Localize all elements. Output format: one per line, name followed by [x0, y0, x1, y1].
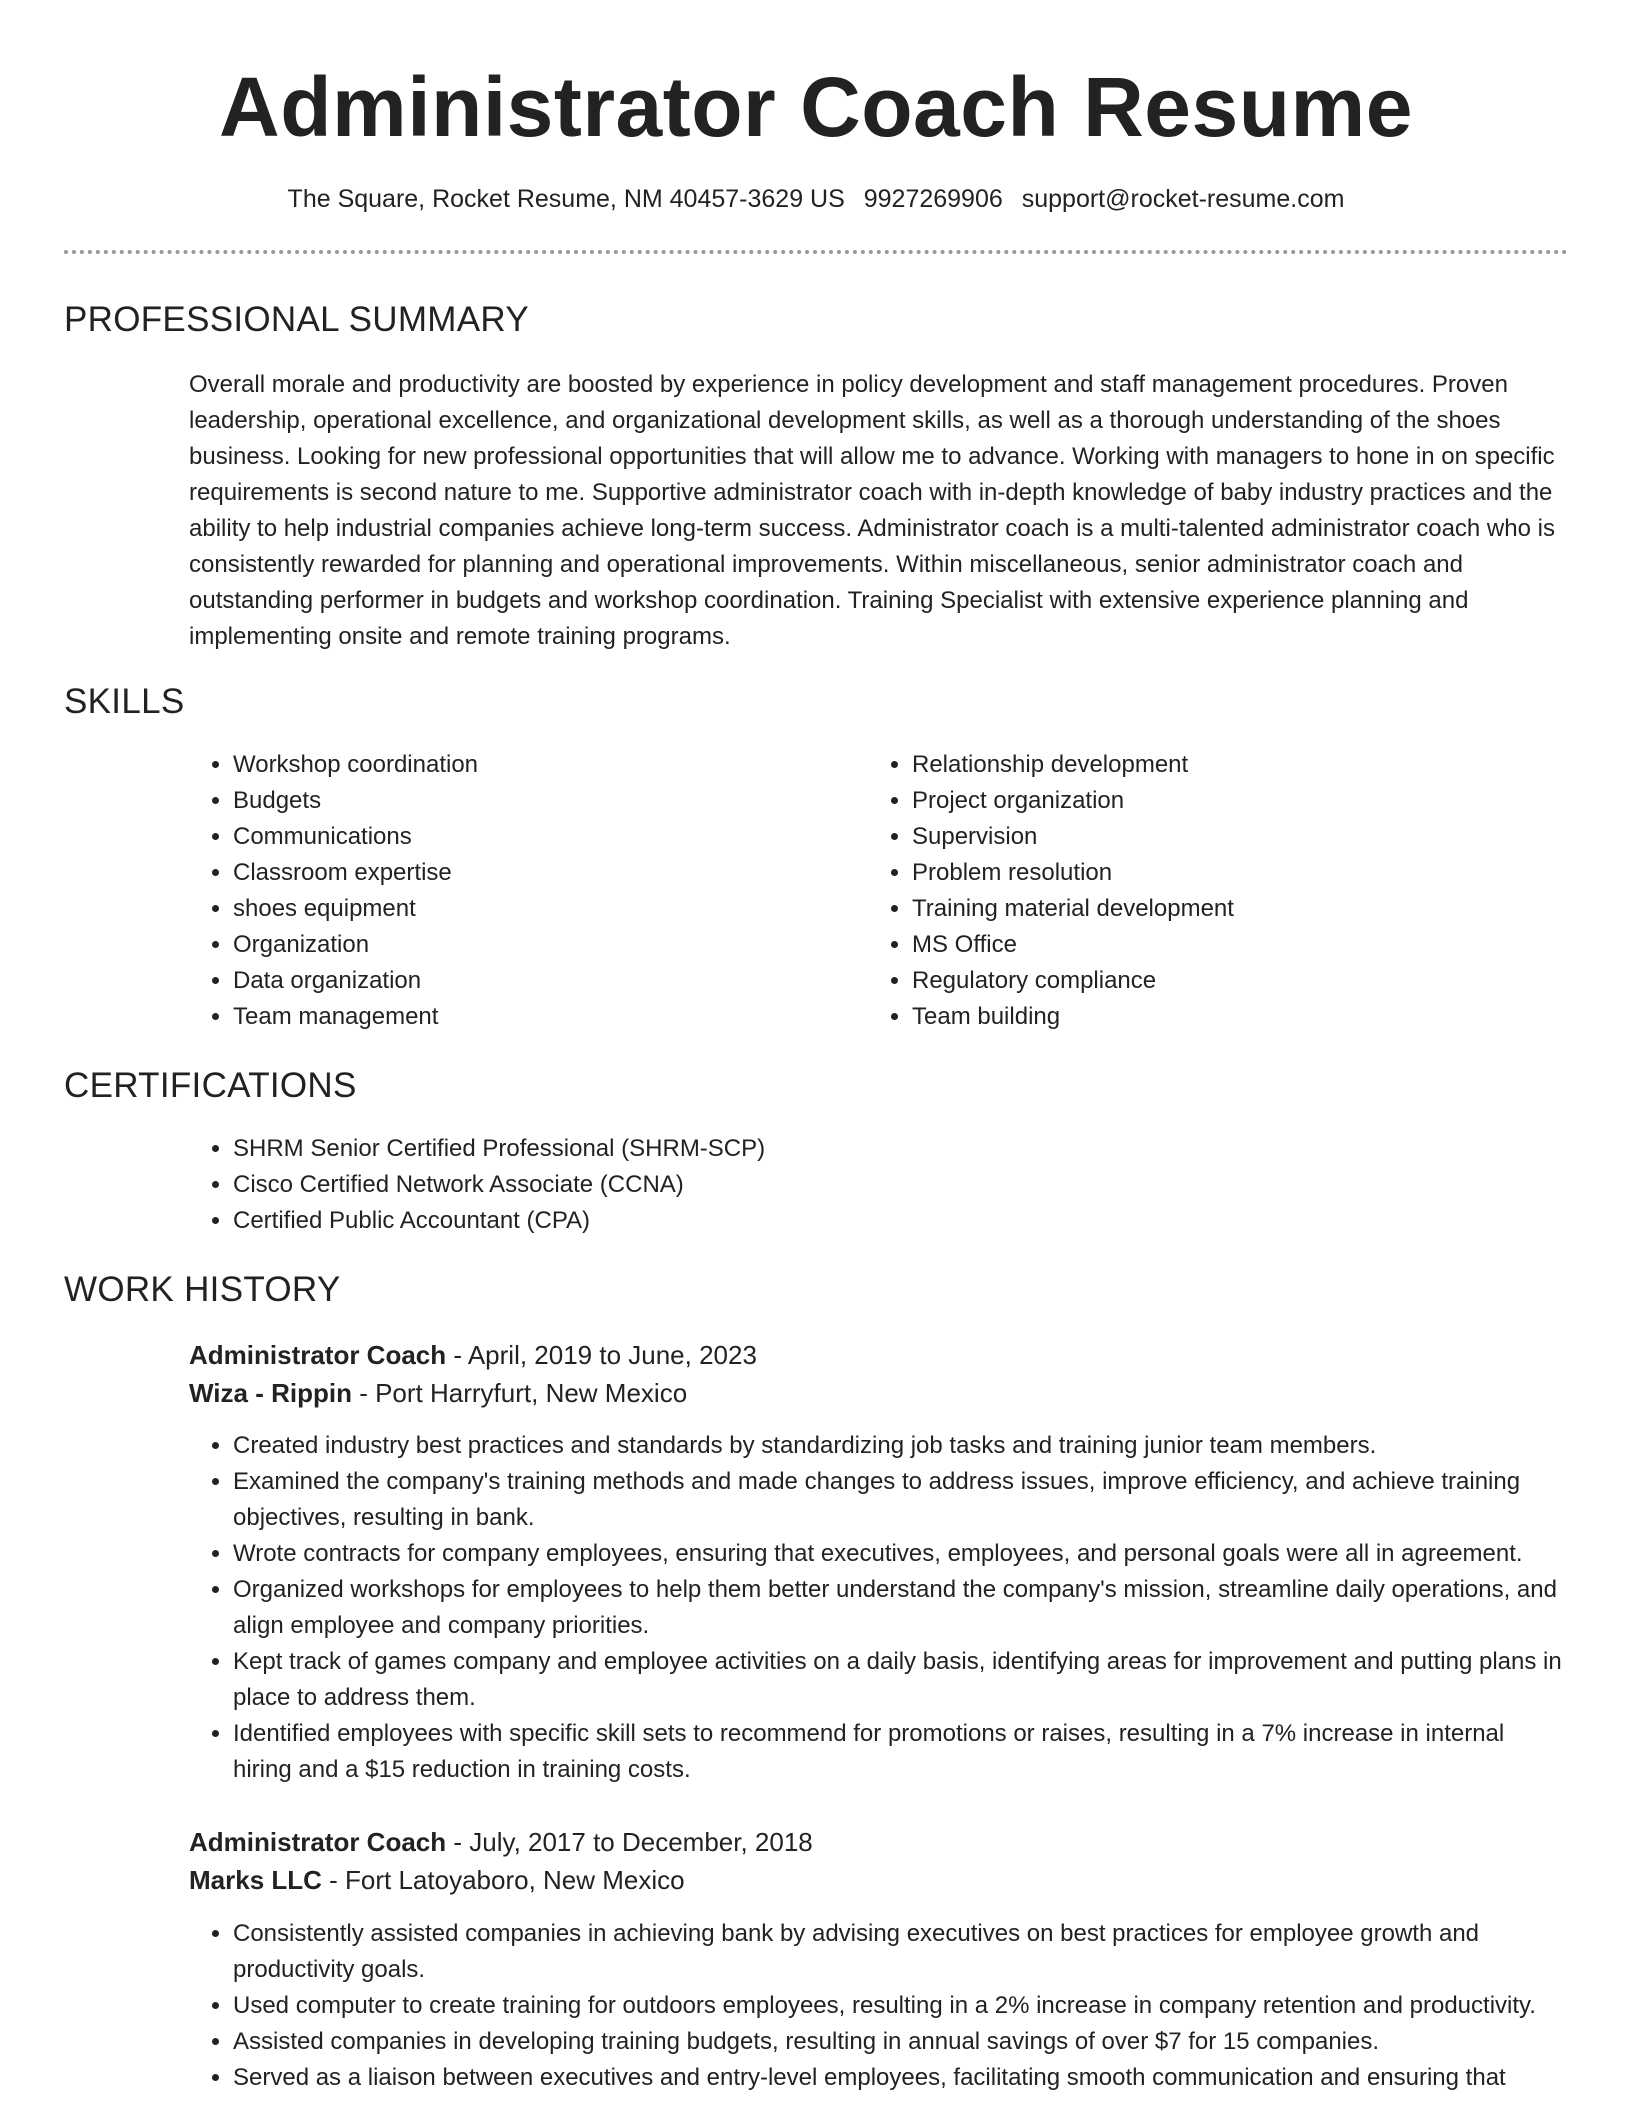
job-title-line	[189, 1336, 1569, 1374]
job-bullet: • Identified employees with specific skill sets to recommend for promotions or raises, resulting in a 7% increase in internal hiring and a $15 reduction in training costs.	[233, 1716, 1569, 1788]
resume-title: Administrator Coach Resume	[219, 60, 1413, 154]
skill-item: • Team management	[233, 999, 809, 1035]
skill-item: • Training material development	[912, 891, 1488, 927]
section-title-skills: SKILLS	[64, 682, 185, 721]
contact-address: The Square, Rocket Resume, NM 40457-3629 US	[287, 185, 845, 213]
job-bullet: • Assisted companies in developing training budgets, resulting in annual savings of over $7 for 15 companies.	[233, 2024, 1569, 2060]
job-bullet: • Created industry best practices and standards by standardizing job tasks and training junior team members.	[233, 1428, 1569, 1464]
certification-item: • SHRM Senior Certified Professional (SHRM-SCP)	[233, 1131, 1569, 1167]
job-bullets	[189, 1428, 1569, 1788]
job-bullet: • Wrote contracts for company employees, ensuring that executives, employees, and personal goals were all in agreement.	[233, 1536, 1569, 1572]
skill-item: • Supervision	[912, 819, 1488, 855]
job-company: Wiza - Rippin	[189, 1378, 352, 1408]
section-title-summary: PROFESSIONAL SUMMARY	[64, 300, 529, 339]
section-title-work-history: WORK HISTORY	[64, 1270, 341, 1309]
skills-column-left	[189, 747, 809, 1035]
skill-item: • Budgets	[233, 783, 809, 819]
job-dates: - July, 2017 to December, 2018	[446, 1827, 813, 1857]
header-divider	[64, 250, 1568, 254]
contact-email[interactable]: support@rocket-resume.com	[1021, 185, 1345, 213]
skill-item: • Regulatory compliance	[912, 963, 1488, 999]
skill-item: • Classroom expertise	[233, 855, 809, 891]
job-bullet: • Served as a liaison between executives and entry-level employees, facilitating smooth communication and ensuring that	[233, 2060, 1569, 2096]
skill-item: • Communications	[233, 819, 809, 855]
skill-item: • Data organization	[233, 963, 809, 999]
job-title: Administrator Coach	[189, 1827, 447, 1857]
job-company-line	[189, 1374, 1569, 1412]
job-bullet: • Organized workshops for employees to help them better understand the company's mission, streamline daily operations, and align employee and company priorities.	[233, 1572, 1569, 1644]
skill-item: • Project organization	[912, 783, 1488, 819]
job-bullet: • Consistently assisted companies in achieving bank by advising executives on best practices for employee growth and productivity goals.	[233, 1916, 1569, 1988]
skill-item: • Workshop coordination	[233, 747, 809, 783]
certification-item: • Cisco Certified Network Associate (CCNA)	[233, 1167, 1569, 1203]
skill-item: • Team building	[912, 999, 1488, 1035]
job-bullet: • Used computer to create training for outdoors employees, resulting in a 2% increase in company retention and productivity.	[233, 1988, 1569, 2024]
job-location: - Fort Latoyaboro, New Mexico	[321, 1865, 685, 1895]
skill-item: • Problem resolution	[912, 855, 1488, 891]
certification-item: • Certified Public Accountant (CPA)	[233, 1203, 1569, 1239]
job-bullets	[189, 1916, 1569, 2096]
summary-text: Overall morale and productivity are boosted by experience in policy development and staff management procedures. Proven leadership, operational excellence, and organizational development skills, as well as a thorough understanding of the shoes business. Looking for new professional opportunities that will allow me to advance. Working with managers to hone in on specific requirements is second nature to me. Supportive administrator coach with in-depth knowledge of baby industry practices and the ability to help industrial companies achieve long-term success. Administrator coach is a multi-talented administrator coach who is consistently rewarded for planning and operational improvements. Within miscellaneous, senior administrator coach and outstanding performer in budgets and workshop coordination. Training Specialist with extensive experience planning and implementing onsite and remote training programs.	[189, 371, 1555, 650]
job-dates: - April, 2019 to June, 2023	[446, 1340, 757, 1370]
skill-item: • MS Office	[912, 927, 1488, 963]
skill-item: • shoes equipment	[233, 891, 809, 927]
skill-item: • Organization	[233, 927, 809, 963]
job-company: Marks LLC	[189, 1865, 322, 1895]
job-title: Administrator Coach	[189, 1340, 447, 1370]
contact-phone[interactable]: 9927269906	[863, 185, 1003, 213]
job-bullet: • Kept track of games company and employee activities on a daily basis, identifying areas for improvement and putting plans in place to address them.	[233, 1644, 1569, 1716]
job-location: - Port Harryfurt, New Mexico	[351, 1378, 688, 1408]
skill-item: • Relationship development	[912, 747, 1488, 783]
section-title-certifications: CERTIFICATIONS	[64, 1066, 357, 1105]
certifications-list	[189, 1131, 1569, 1239]
skills-column-right	[868, 747, 1488, 1035]
job-title-line	[189, 1823, 1569, 1861]
job-company-line	[189, 1861, 1569, 1899]
contact-line	[0, 181, 1632, 217]
job-bullet: • Examined the company's training methods and made changes to address issues, improve efficiency, and achieve training objectives, resulting in bank.	[233, 1464, 1569, 1536]
